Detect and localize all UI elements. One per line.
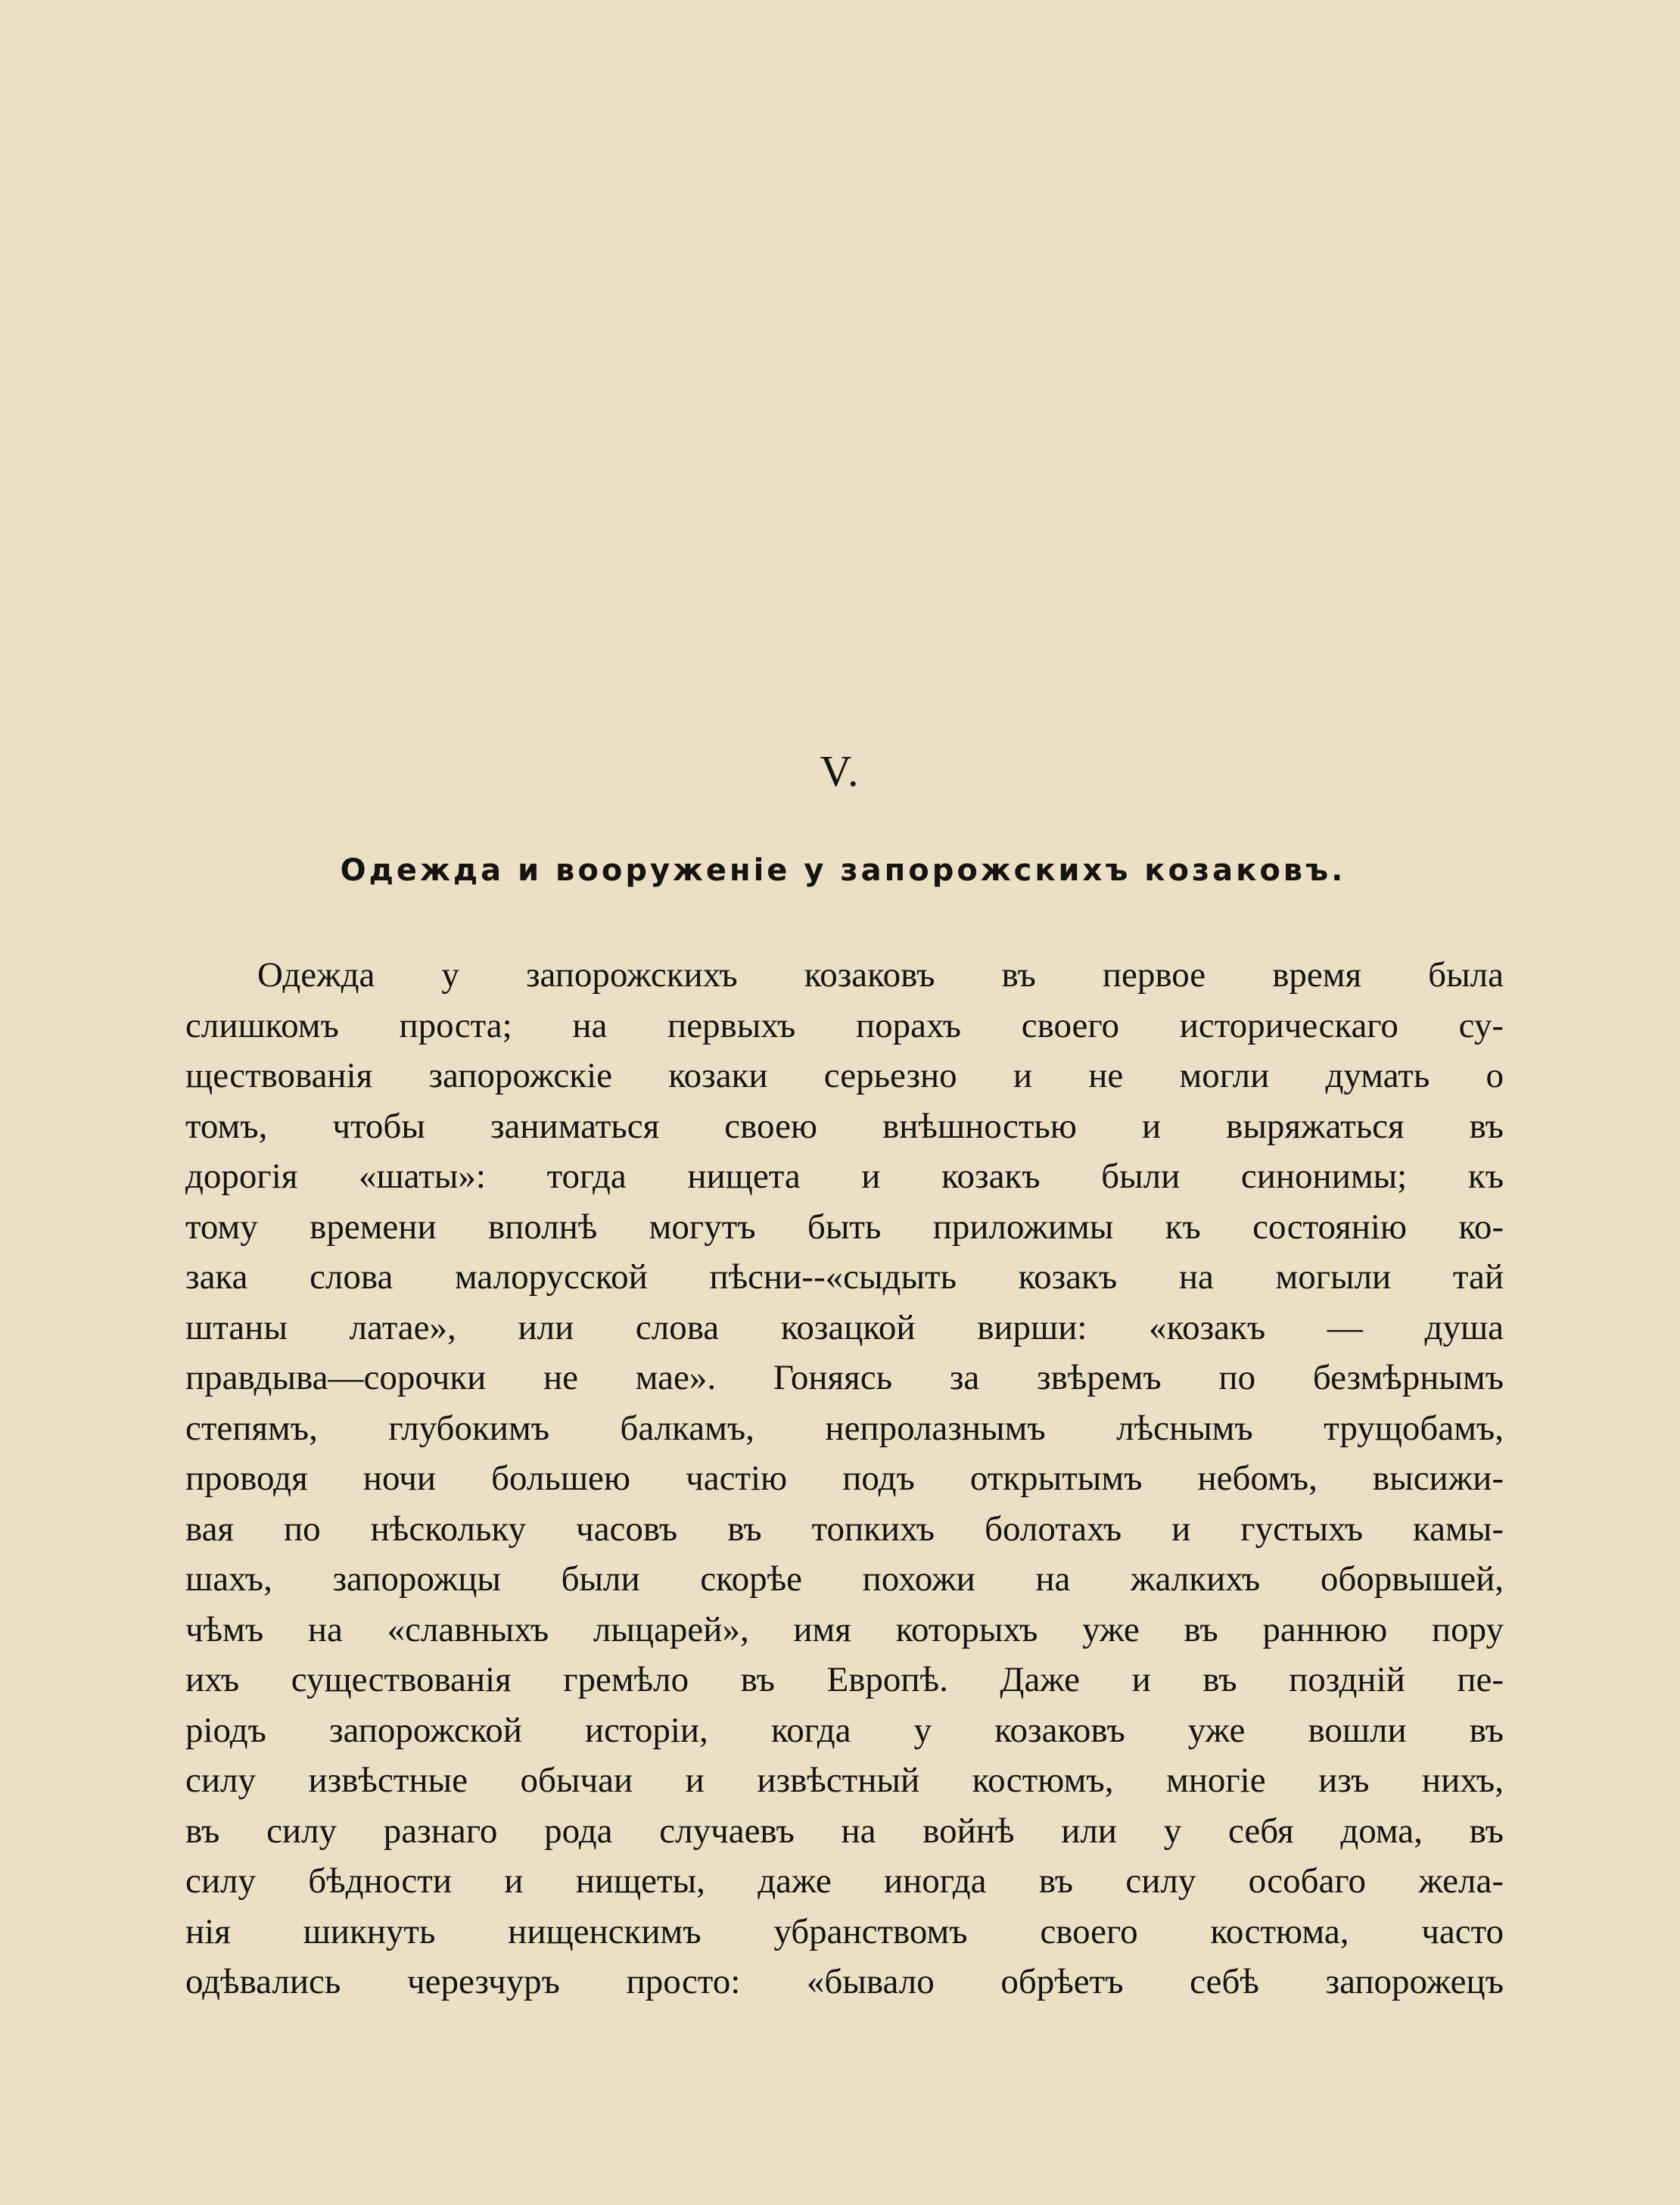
text-line: вая по нѣскольку часовъ въ топкихъ болотахъ и густыхъ камы-	[185, 1509, 1504, 1549]
text-line: зака слова малорусской пѣсни--«сыдыть козакъ на могыли тай	[185, 1257, 1504, 1297]
text-line: нія шикнуть нищенскимъ убранствомъ своего костюма, часто	[185, 1911, 1504, 1951]
text-line: въ силу разнаго рода случаевъ на войнѣ или у себя дома, въ	[185, 1811, 1504, 1851]
text-line: силу бѣдности и нищеты, даже иногда въ силу особаго жела-	[185, 1861, 1504, 1901]
text-line: шахъ, запорожцы были скорѣе похожи на жалкихъ оборвышей,	[185, 1559, 1504, 1599]
text-line: слишкомъ проста; на первыхъ порахъ своего историческаго су-	[185, 1005, 1504, 1045]
chapter-title: Одежда и вооруженіе у запорожскихъ козаковъ.	[340, 853, 1346, 888]
text-line: томъ, чтобы заниматься своею внѣшностью и выряжаться въ	[185, 1106, 1504, 1146]
text-line: дорогія «шаты»: тогда нищета и козакъ были синонимы; къ	[185, 1157, 1504, 1196]
chapter-number: V.	[820, 746, 860, 796]
text-line: чѣмъ на «славныхъ лыцарей», имя которыхъ уже въ раннюю пору	[185, 1609, 1504, 1649]
text-line: одѣвались черезчуръ просто: «бывало обрѣетъ себѣ запорожецъ	[185, 1962, 1504, 2001]
text-line: правдыва—сорочки не мае». Гоняясь за звѣремъ по безмѣрнымъ	[185, 1358, 1504, 1397]
text-line: проводя ночи большею частію подъ открытымъ небомъ, высижи-	[185, 1459, 1504, 1498]
chapter-body-text	[185, 950, 1504, 2007]
text-line: Одежда у запорожскихъ козаковъ въ первое время была	[257, 955, 1504, 995]
text-line: ріодъ запорожской исторіи, когда у козаковъ уже вошли въ	[185, 1710, 1504, 1750]
text-line: тому времени вполнѣ могутъ быть приложимы къ состоянію ко-	[185, 1207, 1504, 1247]
text-line: штаны латае», или слова козацкой вирши: «козакъ — душа	[185, 1307, 1504, 1347]
text-line: степямъ, глубокимъ балкамъ, непролазнымъ лѣснымъ трущобамъ,	[185, 1408, 1504, 1448]
text-line: силу извѣстные обычаи и извѣстный костюмъ, многіе изъ нихъ,	[185, 1761, 1504, 1800]
text-line: ихъ существованія гремѣло въ Европѣ. Даже и въ поздній пе-	[185, 1660, 1504, 1699]
text-line: ществованія запорожскіе козаки серьезно и не могли думать о	[185, 1056, 1504, 1095]
